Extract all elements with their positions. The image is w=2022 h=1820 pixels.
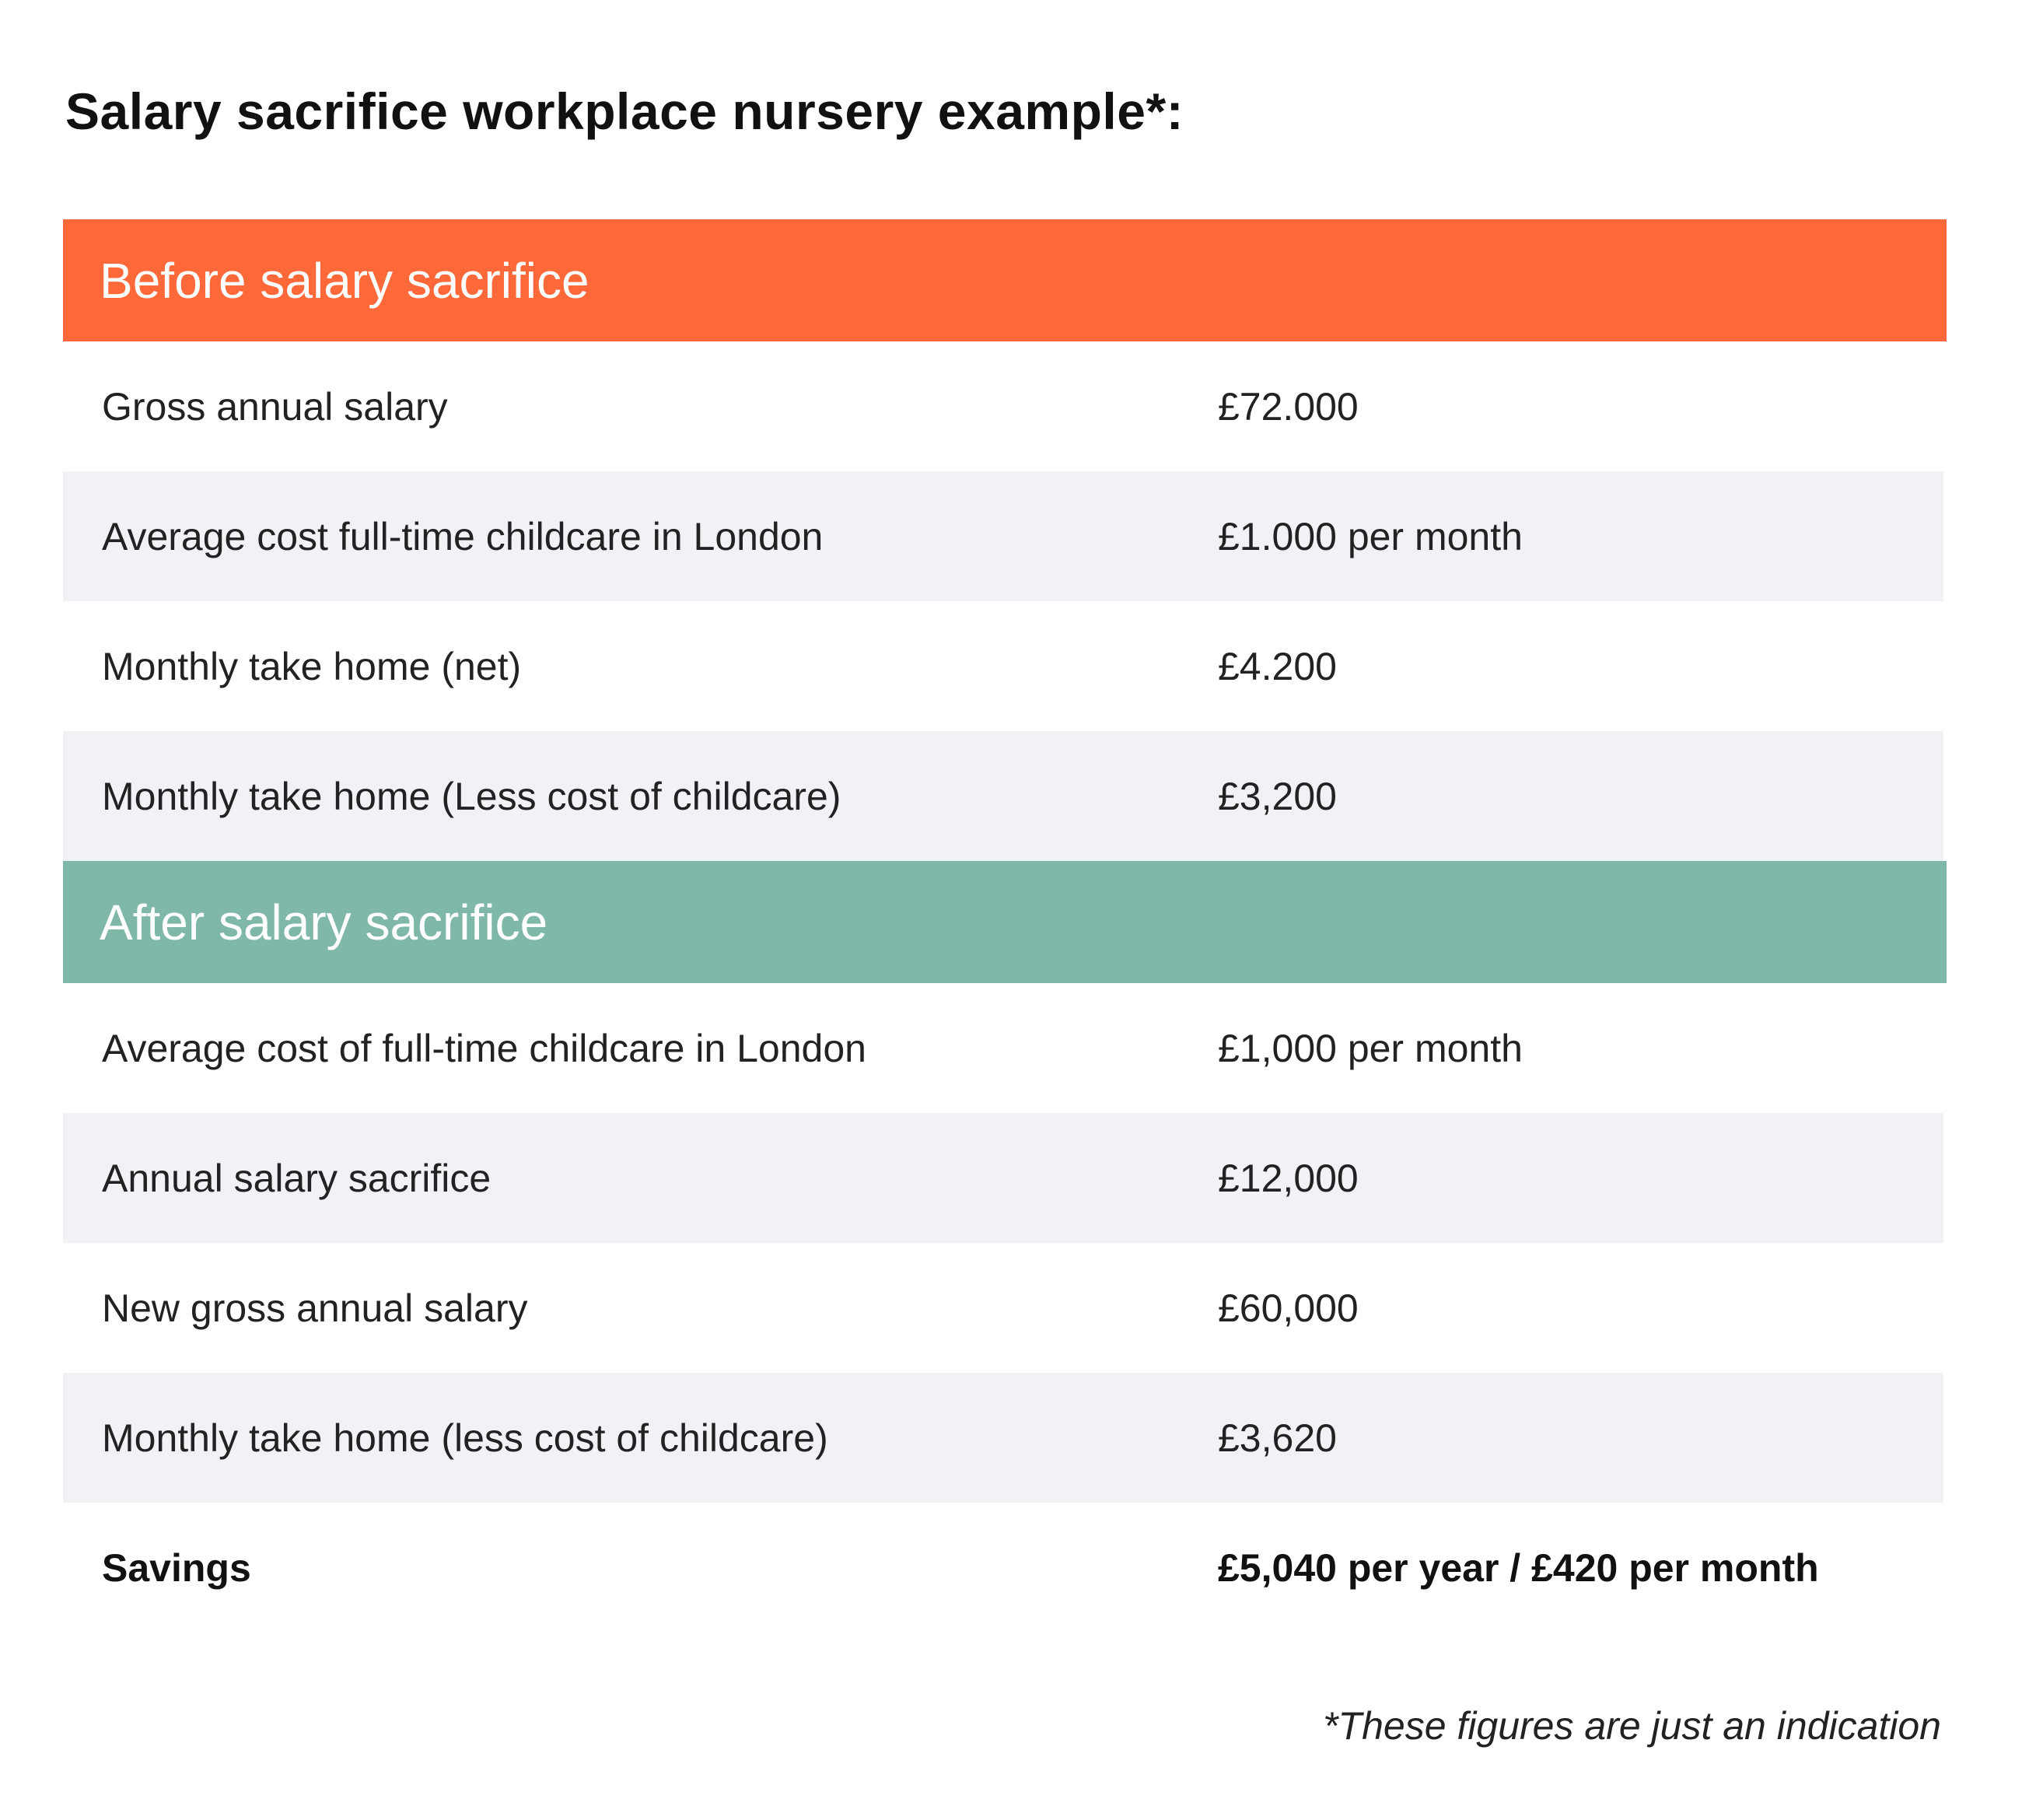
row-label: Average cost full-time childcare in London <box>102 514 824 558</box>
footnote: *These figures are just an indication <box>1323 1704 1941 1748</box>
row-value: £72.000 <box>1218 384 1359 429</box>
row-label: Monthly take home (net) <box>102 644 522 688</box>
salary-sacrifice-table <box>63 219 1947 1633</box>
table-row <box>63 1113 1943 1243</box>
row-value: £3,620 <box>1218 1416 1337 1460</box>
row-label: New gross annual salary <box>102 1286 528 1330</box>
savings-label: Savings <box>102 1545 251 1590</box>
row-label: Average cost of full-time childcare in London <box>102 1026 866 1070</box>
table-row <box>63 341 1943 471</box>
table-row <box>63 1243 1943 1373</box>
after-section-header: After salary sacrifice <box>63 861 1947 983</box>
row-label: Monthly take home (Less cost of childcare) <box>102 774 841 818</box>
savings-row <box>63 1503 1943 1633</box>
row-label: Annual salary sacrifice <box>102 1156 492 1200</box>
row-value: £1,000 per month <box>1218 1026 1523 1070</box>
table-row <box>63 1373 1943 1503</box>
row-value: £60,000 <box>1218 1286 1359 1330</box>
table-row <box>63 471 1943 601</box>
row-label: Gross annual salary <box>102 384 448 429</box>
row-value: £3,200 <box>1218 774 1337 818</box>
page-title: Salary sacrifice workplace nursery example*: <box>65 82 1184 140</box>
table-row <box>63 731 1943 861</box>
table-row <box>63 983 1943 1113</box>
savings-value: £5,040 per year / £420 per month <box>1218 1545 1819 1590</box>
row-value: £4.200 <box>1218 644 1337 688</box>
row-value: £12,000 <box>1218 1156 1359 1200</box>
before-section-header: Before salary sacrifice <box>63 219 1947 341</box>
row-value: £1.000 per month <box>1218 514 1523 558</box>
row-label: Monthly take home (less cost of childcare) <box>102 1416 828 1460</box>
table-row <box>63 601 1943 731</box>
